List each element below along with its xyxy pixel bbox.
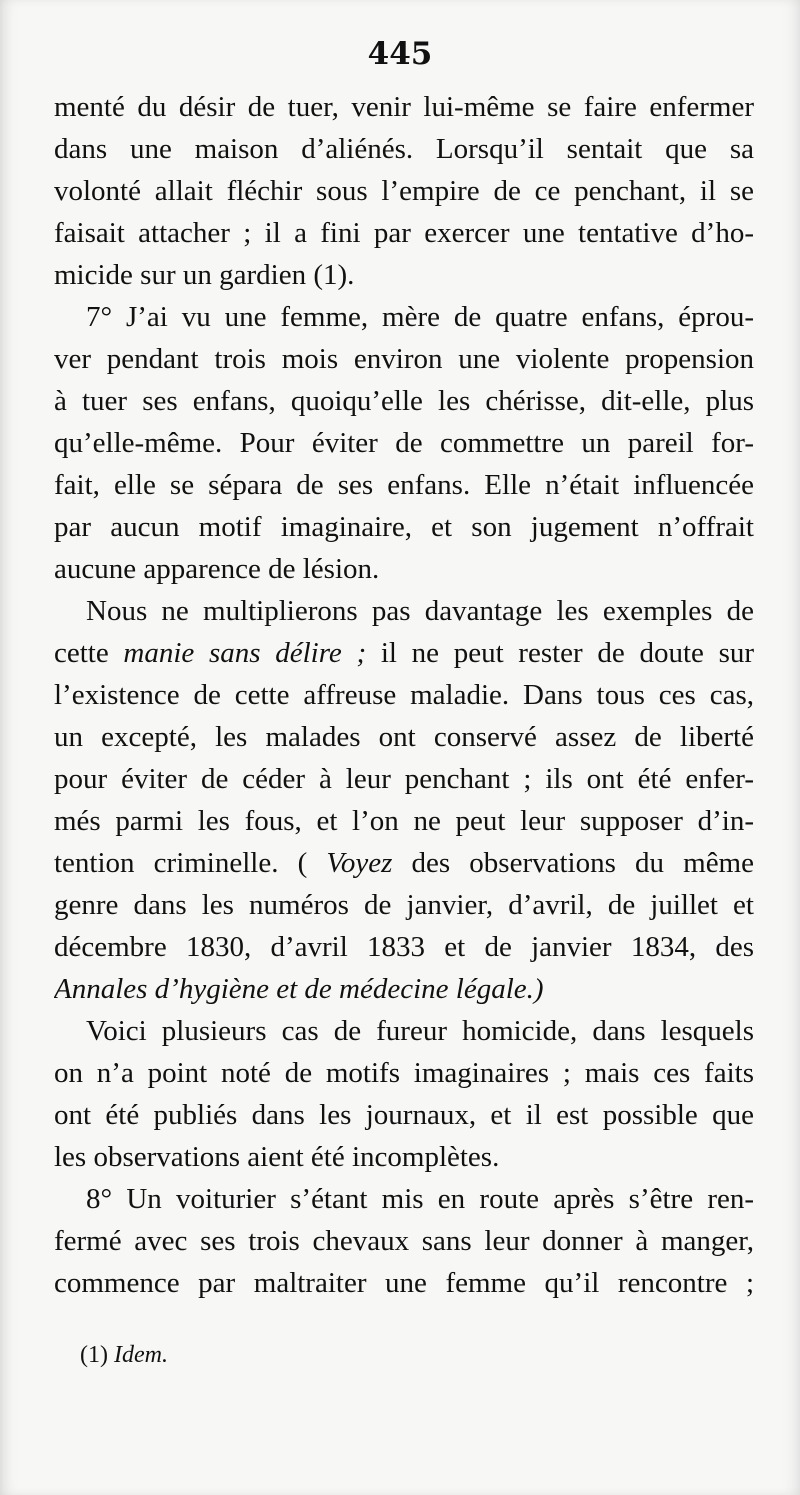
text-line: 7° J’ai vu une femme, mère de quatre enfans, éprou- — [86, 301, 754, 333]
footnote-text: Idem. — [113, 1342, 168, 1368]
text-line: volonté allait fléchir sous l’empire de ce penchant, il se — [54, 175, 754, 207]
text-line: pour éviter de céder à leur penchant ; ils ont été enfer- — [54, 763, 754, 795]
text-line: dans une maison d’aliénés. Lorsqu’il sentait que sa — [54, 133, 754, 165]
text-line: par aucun motif imaginaire, et son jugement n’offrait — [54, 511, 754, 543]
text-line — [54, 842, 754, 884]
text-run: cette — [54, 637, 124, 669]
text-line: un excepté, les malades ont conservé assez de liberté — [54, 721, 754, 753]
text-run: des observations du même — [392, 847, 754, 879]
text-run: tention criminelle. ( — [54, 847, 327, 879]
text-line: micide sur un gardien (1). — [54, 259, 355, 291]
text-line: Nous ne multiplierons pas davantage les exemples de — [86, 595, 754, 627]
text-line: fait, elle se sépara de ses enfans. Elle n’était influencée — [54, 469, 754, 501]
text-line: faisait attacher ; il a fini par exercer une tentative d’ho- — [54, 217, 754, 249]
text-line: l’existence de cette affreuse maladie. Dans tous ces cas, — [54, 679, 754, 711]
text-line: qu’elle-même. Pour éviter de commettre un pareil for- — [54, 427, 754, 459]
text-line: genre dans les numéros de janvier, d’avril, de juillet et — [54, 889, 754, 921]
footnote-marker: (1) — [80, 1342, 108, 1368]
text-line: les observations aient été incomplètes. — [54, 1141, 500, 1173]
text-line: Voici plusieurs cas de fureur homicide, dans lesquels — [86, 1015, 754, 1047]
text-line — [54, 968, 754, 1010]
text-line: commence par maltraiter une femme qu’il rencontre ; — [54, 1267, 754, 1299]
text-line: à tuer ses enfans, quoiqu’elle les chérisse, dit-elle, plus — [54, 385, 754, 417]
text-run: il ne peut rester de doute sur — [366, 637, 754, 669]
text-line: més parmi les fous, et l’on ne peut leur supposer d’in- — [54, 805, 754, 837]
text-line: décembre 1830, d’avril 1833 et de janvier 1834, des — [54, 931, 754, 963]
text-line: menté du désir de tuer, venir lui-même se faire enfermer — [54, 91, 754, 123]
text-line: fermé avec ses trois chevaux sans leur donner à manger, — [54, 1225, 754, 1257]
text-line — [54, 632, 754, 674]
text-line: 8° Un voiturier s’étant mis en route après s’être ren- — [86, 1183, 754, 1215]
italic-term: Voyez — [326, 847, 393, 879]
text-line: on n’a point noté de motifs imaginaires ; mais ces faits — [54, 1057, 754, 1089]
body-text — [54, 86, 754, 1304]
italic-term: manie sans délire ; — [123, 637, 367, 669]
italic-term: Annales d’hygiène et de médecine légale.) — [54, 973, 544, 1005]
text-line: aucune apparence de lésion. — [54, 553, 380, 585]
text-line: ver pendant trois mois environ une violente propension — [54, 343, 754, 375]
footnote — [80, 1342, 168, 1369]
page-number: 445 — [367, 36, 433, 72]
text-line: ont été publiés dans les journaux, et il est possible que — [54, 1099, 754, 1131]
